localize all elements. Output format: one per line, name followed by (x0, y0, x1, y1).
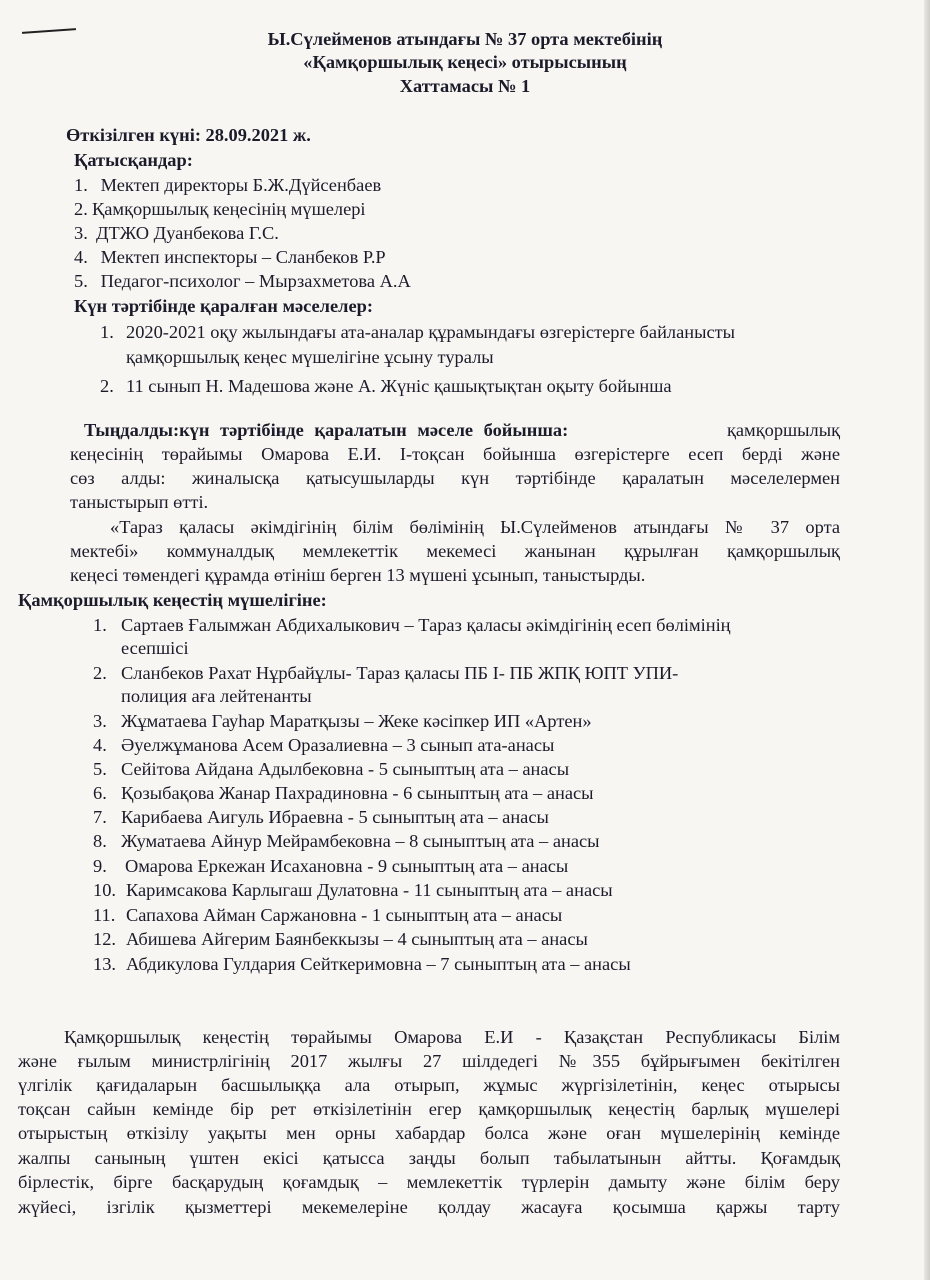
member-text: Каримсакова Карлыгаш Дулатовна - 11 сыныптың ата – анасы (126, 880, 613, 900)
member-item (93, 928, 588, 950)
agenda-num: 1. (100, 322, 114, 342)
member-num: 8. (93, 831, 107, 851)
member-num: 3. (93, 711, 107, 731)
agenda-text: 11 сынып Н. Мадешова және А. Жүніс қашықтықтан оқыту бойынша (126, 376, 672, 396)
participant-item (74, 270, 411, 292)
member-text: Сланбеков Рахат Нұрбайұлы- Тараз қаласы ПБ І- ПБ ЖПҚ ЮПТ УПИ- (121, 663, 679, 683)
closing-line-1: Қамқоршылық кеңестің төрайымы Омарова Е.И - Қазақстан Республикасы Білім (64, 1027, 840, 1047)
agenda-label: Күн тәртібінде қаралған мәселелер: (74, 296, 374, 316)
participant-text: Педагог-психолог – Мырзахметова А.А (100, 271, 411, 291)
member-item (93, 614, 731, 636)
member-text: Сартаев Ғалымжан Абдихалыкович – Тараз қаласы әкімдігінің есеп бөлімінің (121, 615, 731, 635)
heard-line-4: таныстырып өтті. (70, 492, 209, 512)
heard-line-3: сөз алды: жиналысқа қатысушыларды күн тәртібінде қаралатын мәселелермен (70, 468, 840, 488)
title-line-3: Хаттамасы № 1 (399, 76, 531, 96)
member-text: Қозыбақова Жанар Пахрадиновна - 6 сыныптың ата – анасы (121, 783, 594, 803)
member-text: Карибаева Аигуль Ибраевна - 5 сыныптың ата – анасы (121, 807, 549, 827)
closing-line-3: үлгілік қағидаларын басшылыққа ала отырып, жұмыс жүргізілетінін, кеңес отырысы (18, 1075, 840, 1095)
member-text: Сейітова Айдана Адылбековна - 5 сыныптың ата – анасы (121, 759, 570, 779)
closing-line-8: жүйесі, ізгілік қызметтері мекемелеріне қолдау жасауға қосымша қаржы тарту (18, 1197, 840, 1217)
title-line-2: «Қамқоршылық кеңесі» отырысының (303, 52, 627, 72)
participant-item (74, 174, 381, 196)
closing-line-4: тоқсан сайын кемінде бір рет өткізілетінін егер қамқоршылық кеңестің барлық мүшелері (18, 1099, 840, 1119)
heard-p2-line-2: мектебі» коммуналдық мемлекеттік мекемесі жанынан құрылған қамқоршылық (70, 541, 840, 561)
member-num: 11. (93, 905, 116, 925)
heard-p2-line-1: «Тараз қаласы әкімдігінің білім бөлімінің Ы.Сүлейменов атындағы № 37 орта (110, 517, 840, 537)
member-item (93, 710, 592, 732)
participant-item (74, 222, 279, 244)
title-line-1: Ы.Сүлейменов атындағы № 37 орта мектебінің (267, 29, 663, 49)
heard-line-2: кеңесінің төрайымы Омарова Е.И. І-тоқсан бойынша өзгерістерге есеп берді және (70, 444, 840, 464)
member-item (93, 904, 562, 926)
participant-num: 5. (74, 271, 88, 291)
member-item-cont: есепшісі (121, 638, 189, 658)
participant-item (74, 246, 386, 268)
member-text: Жуматаева Айнур Мейрамбековна – 8 сыныптың ата – анасы (121, 831, 600, 851)
member-num: 4. (93, 735, 107, 755)
participant-text: ДТЖО Дуанбекова Г.С. (96, 223, 279, 243)
member-num: 13. (93, 954, 116, 974)
member-item (93, 806, 549, 828)
agenda-item (100, 321, 735, 343)
participant-item (74, 198, 366, 220)
heard-lead: Тыңдалды:күн тәртібінде қаралатын мәселе бойынша: (84, 420, 569, 440)
member-text: Омарова Еркежан Исахановна - 9 сыныптың ата – анасы (125, 856, 569, 876)
agenda-item (100, 375, 672, 397)
member-num: 6. (93, 783, 107, 803)
member-item (93, 782, 594, 804)
participant-num: 1. (74, 175, 88, 195)
member-text: Абдикулова Гулдария Сейткеримовна – 7 сыныптың ата – анасы (126, 954, 631, 974)
participant-text: Қамқоршылық кеңесінің мүшелері (92, 199, 366, 219)
closing-line-6: жалпы санының үштен екісі қатысса заңды болып табылатынын айтты. Қоғамдық (18, 1148, 840, 1168)
member-text: Жұматаева Гауһар Маратқызы – Жеке кәсіпкер ИП «Артен» (121, 711, 592, 731)
participant-num: 2. (74, 199, 88, 219)
closing-line-5: отырыстың өткізілу уақыты мен орны хабардар болса және оған мүшелерінің кемінде (18, 1123, 840, 1143)
member-text: Сапахова Айман Саржановна - 1 сыныптың ата – анасы (126, 905, 563, 925)
closing-line-7: бірлестік, бірге басқарудың қоғамдық – мемлекеттік түрлерін дамыту және білім беру (18, 1172, 840, 1192)
member-item (93, 734, 554, 756)
heard-p2-line-3: кеңесі төмендегі құрамда өтініш берген 13 мүшені ұсынып, таныстырды. (70, 565, 646, 585)
agenda-text: 2020-2021 оқу жылындағы ата-аналар құрамындағы өзгерістерге байланысты (126, 322, 736, 342)
participants-label: Қатысқандар: (74, 150, 193, 170)
member-num: 10. (93, 880, 116, 900)
member-num: 9. (93, 856, 107, 876)
member-num: 2. (93, 663, 107, 683)
members-label: Қамқоршылық кеңестің мүшелігіне: (18, 590, 327, 610)
agenda-num: 2. (100, 376, 114, 396)
member-num: 7. (93, 807, 107, 827)
heard-line1-rest: қамқоршылық (726, 420, 840, 440)
member-item (93, 953, 631, 975)
closing-line-2: және ғылым министрлігінің 2017 жылғы 27 шілдедегі №355 бұйрығымен бекітілген (18, 1051, 840, 1071)
member-item (93, 662, 678, 684)
member-num: 1. (93, 615, 107, 635)
participant-num: 3. (74, 223, 88, 243)
participant-text: Мектеп инспекторы – Сланбеков Р.Р (100, 247, 386, 267)
member-item (93, 758, 569, 780)
member-item (93, 879, 613, 901)
participant-num: 4. (74, 247, 88, 267)
member-num: 12. (93, 929, 116, 949)
heard-line-1 (84, 419, 840, 441)
scan-edge-shadow (924, 0, 930, 1280)
member-item (93, 830, 600, 852)
member-text: Абишева Айгерим Баянбеккызы – 4 сыныптың ата – анасы (126, 929, 588, 949)
member-item-cont: полиция аға лейтенанты (121, 686, 312, 706)
member-item (93, 855, 568, 877)
agenda-item-cont: қамқоршылық кеңес мүшелігіне ұсыну туралы (126, 347, 494, 367)
participant-text: Мектеп директоры Б.Ж.Дүйсенбаев (100, 175, 382, 195)
member-num: 5. (93, 759, 107, 779)
meeting-date: Өткізілген күні: 28.09.2021 ж. (66, 125, 311, 145)
member-text: Әуелжұманова Асем Оразалиевна – 3 сынып ата-анасы (121, 735, 555, 755)
